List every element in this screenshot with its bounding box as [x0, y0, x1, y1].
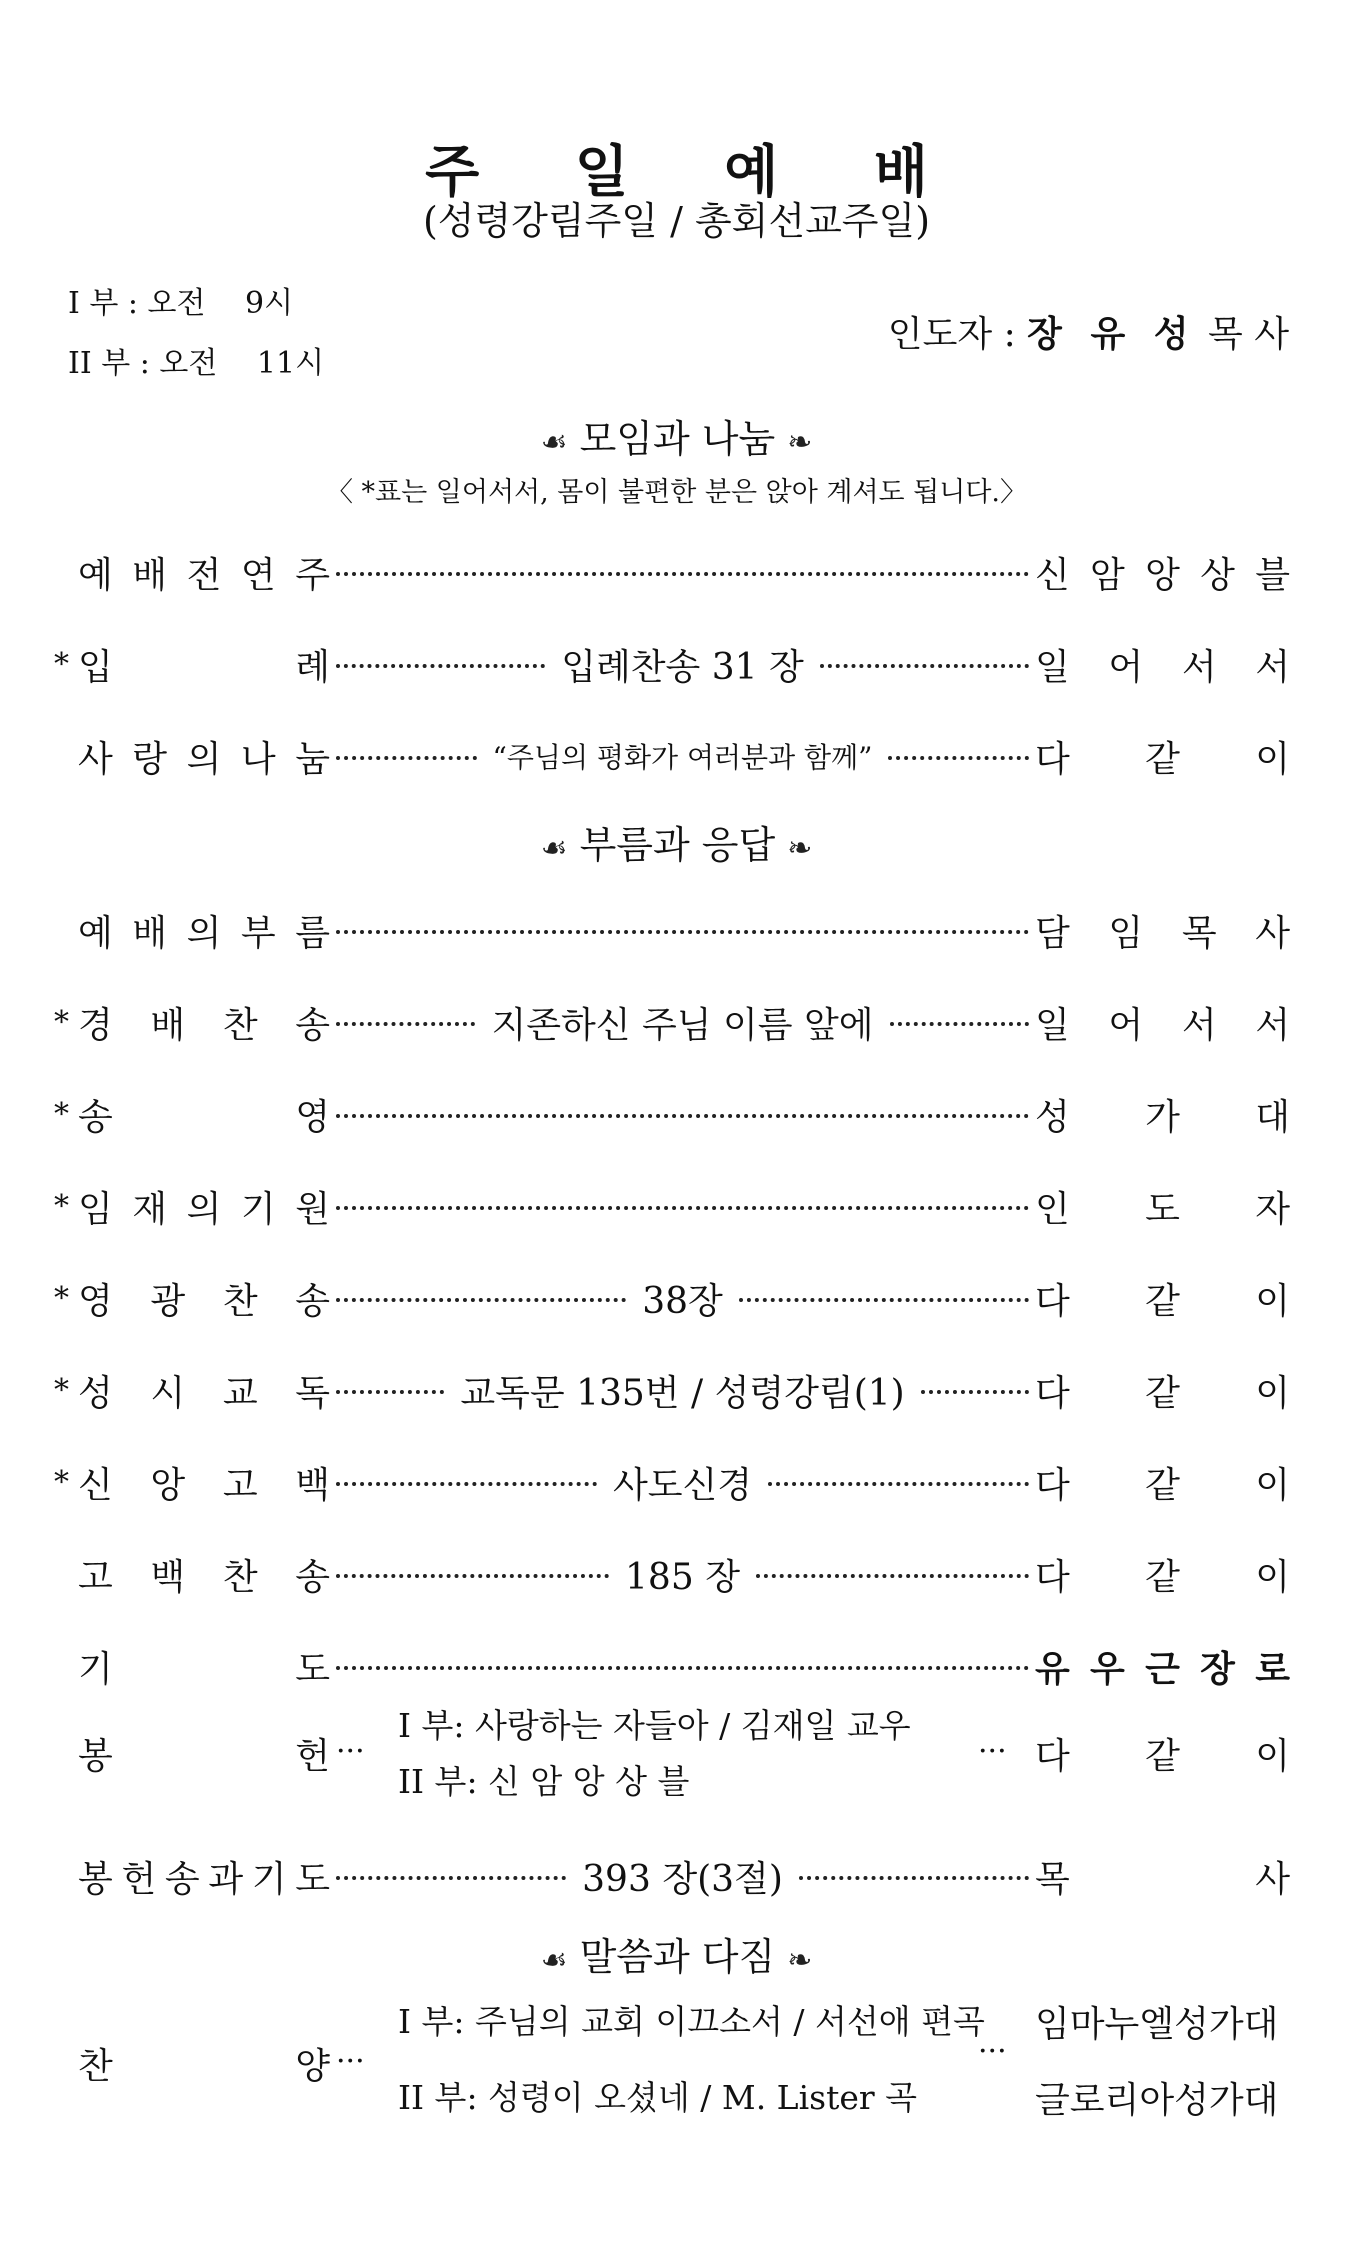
section-heading-call: ☙ 부름과 응답 ❧	[540, 823, 813, 867]
order-item-doxology	[54, 1084, 1290, 1144]
standing-marker: *	[54, 1096, 69, 1132]
standing-marker: *	[54, 1280, 69, 1316]
order-responder: 일 어 서 서	[1035, 646, 1290, 688]
order-label: 임 재 의 기 원	[78, 1188, 330, 1230]
order-label: 송 영	[78, 1096, 330, 1138]
dot-leader	[336, 1666, 1029, 1670]
order-detail: 38장	[642, 1280, 723, 1322]
dot-leader	[756, 1574, 1029, 1578]
dot-leader	[799, 1876, 1029, 1880]
order-label: 영 광 찬 송	[78, 1280, 330, 1322]
standing-marker: *	[54, 1464, 69, 1500]
standing-marker: *	[54, 1188, 69, 1224]
order-item-reading	[54, 1360, 1290, 1420]
ornament-icon: ❧	[787, 425, 813, 460]
dot-leader	[336, 1022, 475, 1026]
service-time-2: II 부 : 오전 11시	[68, 346, 325, 381]
order-label: 신 앙 고 백	[78, 1464, 330, 1506]
offering-part1: I 부: 사랑하는 자들아 / 김재일 교우	[398, 1706, 911, 1745]
dot-leader	[336, 664, 545, 668]
order-item-prayer	[60, 1636, 1290, 1696]
offering-responder: 다 같 이	[1035, 1736, 1290, 1777]
order-responder: 성 가 대	[1035, 1096, 1290, 1138]
order-responder: 다 같 이	[1035, 1464, 1290, 1506]
dot-leader	[336, 930, 1029, 934]
dot-leader	[890, 1022, 1029, 1026]
order-responder: 신 암 앙 상 블	[1035, 554, 1290, 596]
worship-leader: 인도자 : 장 유 성 목 사	[887, 314, 1289, 355]
anthem-part2: II 부: 성령이 오셨네 / M. Lister 곡	[398, 2078, 918, 2117]
order-item-creed	[54, 1452, 1290, 1512]
page-title: 주 일 예 배	[425, 140, 966, 205]
order-detail: 393 장(3절)	[582, 1858, 783, 1900]
dot-leader	[336, 1574, 609, 1578]
dot-leader	[820, 664, 1029, 668]
order-label: 사 랑 의 나 눔	[78, 738, 330, 780]
offering-part2: II 부: 신 암 앙 상 블	[398, 1762, 690, 1801]
order-detail: 185 장	[625, 1556, 740, 1598]
order-item-prelude	[60, 542, 1290, 602]
dot-leader	[921, 1390, 1029, 1394]
order-detail: 사도신경	[612, 1464, 753, 1506]
order-item-hymn	[54, 992, 1290, 1052]
anthem-choir2: 글로리아성가대	[1035, 2080, 1279, 2121]
anthem-part1: I 부: 주님의 교회 이끄소서 / 서선애 편곡	[398, 2002, 985, 2041]
order-item-invocation	[54, 1176, 1290, 1236]
dot-leader	[768, 1482, 1029, 1486]
order-responder: 다 같 이	[1035, 738, 1290, 780]
ornament-icon: ☙	[540, 425, 568, 460]
dot-leader	[336, 1298, 626, 1302]
order-label: 예 배 전 연 주	[78, 554, 330, 596]
order-responder: 다 같 이	[1035, 1372, 1290, 1414]
order-label: 기 도	[78, 1648, 330, 1690]
section-heading-word: ☙ 말씀과 다짐 ❧	[540, 1935, 813, 1979]
order-item-offering-prayer	[60, 1846, 1290, 1906]
order-responder: 목 사	[1035, 1858, 1290, 1900]
order-detail: 교독문 135번 / 성령강림(1)	[460, 1372, 905, 1414]
order-responder: 유 우 근 장 로	[1035, 1648, 1290, 1690]
standing-marker: *	[54, 646, 69, 682]
order-responder: 인 도 자	[1035, 1188, 1290, 1230]
standing-note: 〈 *표는 일어서서, 몸이 불편한 분은 앉아 계셔도 됩니다.〉	[325, 477, 1028, 508]
order-detail: 지존하신 주님 이름 앞에	[491, 1004, 874, 1046]
dot-leader	[336, 1206, 1029, 1210]
dot-leader	[336, 1482, 597, 1486]
order-label: 예 배 의 부 름	[78, 912, 330, 954]
ornament-icon: ☙	[540, 831, 568, 866]
dot-leader	[336, 756, 477, 760]
order-responder: 다 같 이	[1035, 1280, 1290, 1322]
dot-leader	[336, 1390, 444, 1394]
order-item-gloria	[54, 1268, 1290, 1328]
order-item-introit	[54, 634, 1290, 694]
ornament-icon: ❧	[787, 831, 813, 866]
dot-leader	[336, 1876, 566, 1880]
dot-leader	[888, 756, 1029, 760]
order-label: 경 배 찬 송	[78, 1004, 330, 1046]
order-label: 봉 헌 송 과 기 도	[78, 1858, 330, 1900]
ornament-icon: ❧	[787, 1943, 813, 1978]
order-detail: “주님의 평화가 여러분과 함께”	[492, 741, 873, 774]
section-heading-gathering: ☙ 모임과 나눔 ❧	[540, 417, 813, 461]
order-item-anthem: 찬 양 ··· I 부: 주님의 교회 이끄소서 / 서선애 편곡 II 부: 성령이 오셨네 / M. Lister 곡 ··· 임마누엘성가대 글로리아성가대	[60, 1996, 1290, 2126]
order-item-sharing	[60, 726, 1290, 786]
anthem-choir1: 임마누엘성가대	[1035, 2004, 1279, 2045]
page-subtitle: (성령강림주일 / 총회선교주일)	[422, 199, 931, 243]
order-responder: 담 임 목 사	[1035, 912, 1290, 954]
order-responder: 일 어 서 서	[1035, 1004, 1290, 1046]
order-item-offering: 봉 헌 ··· I 부: 사랑하는 자들아 / 김재일 교우 II 부: 신 암 앙 상 블 ··· 다 같 이	[60, 1700, 1290, 1810]
order-label: 입 례	[78, 646, 330, 688]
order-label: 고 백 찬 송	[78, 1556, 330, 1598]
dot-leader	[336, 572, 1029, 576]
dot-leader	[336, 1114, 1029, 1118]
order-item-confession	[60, 1544, 1290, 1604]
service-time-1: I 부 : 오전 9시	[68, 286, 294, 321]
dot-leader	[739, 1298, 1029, 1302]
order-item-call	[60, 900, 1290, 960]
standing-marker: *	[54, 1372, 69, 1408]
order-label: 성 시 교 독	[78, 1372, 330, 1414]
standing-marker: *	[54, 1004, 69, 1040]
ornament-icon: ☙	[540, 1943, 568, 1978]
order-responder: 다 같 이	[1035, 1556, 1290, 1598]
order-detail: 입례찬송 31 장	[561, 646, 804, 688]
